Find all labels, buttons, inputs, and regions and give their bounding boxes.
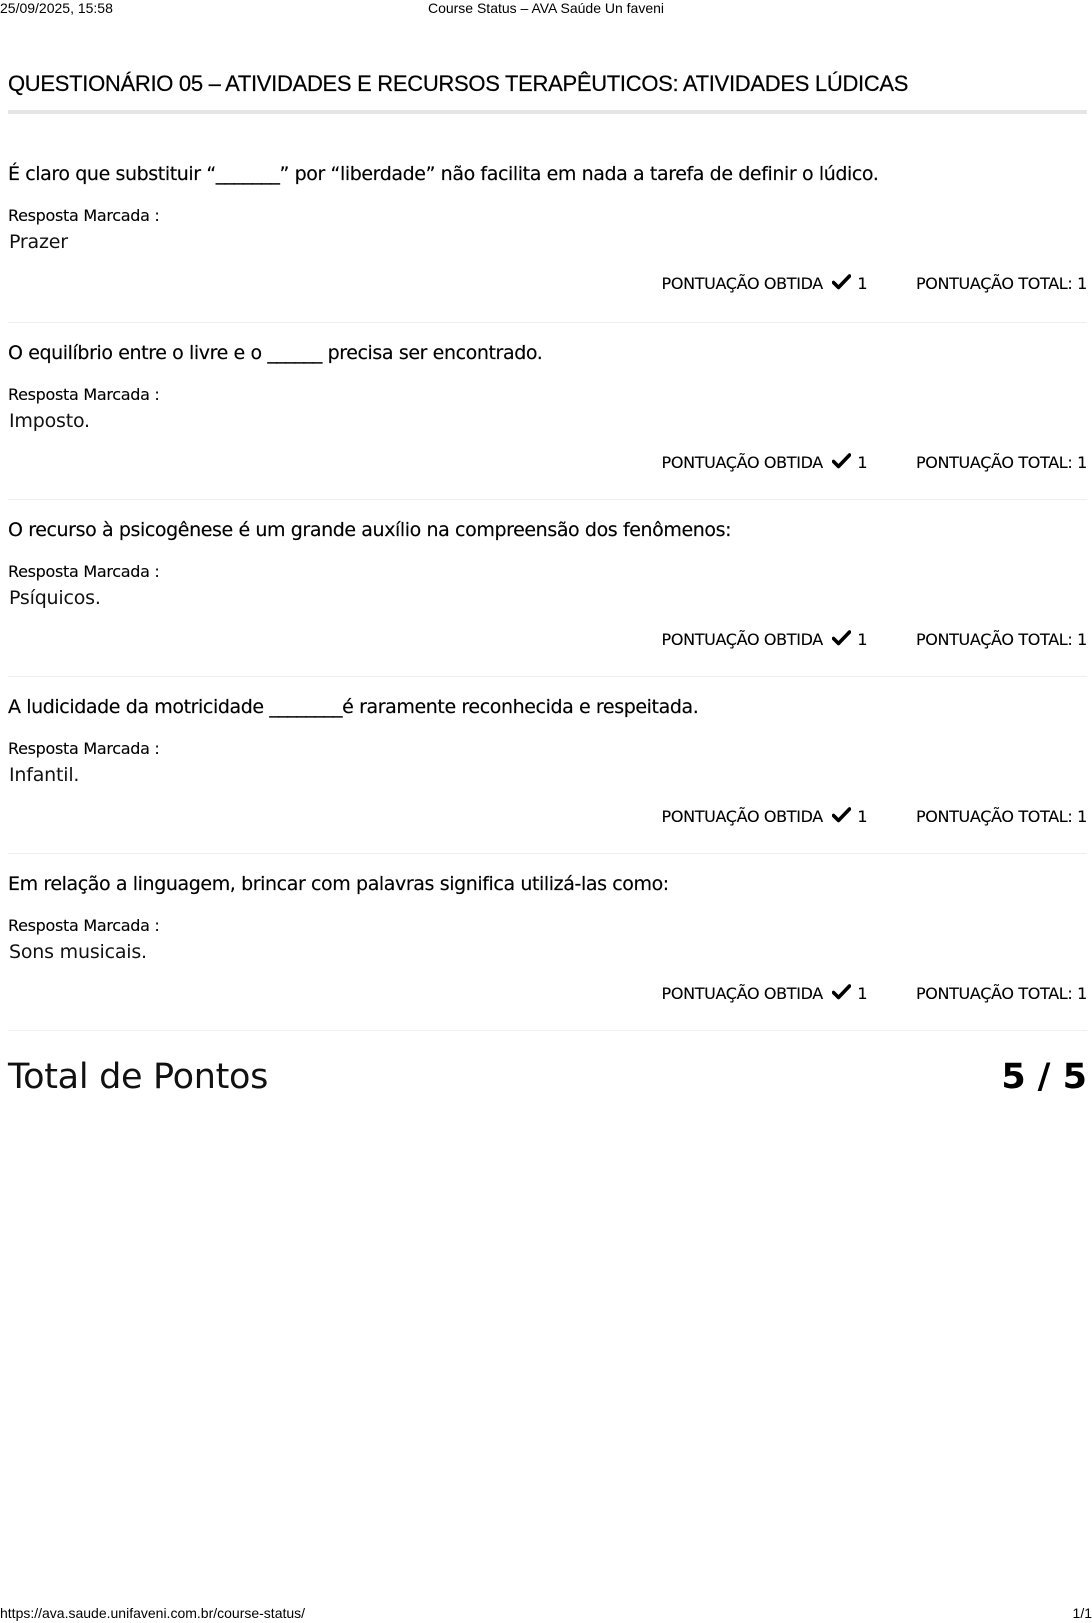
score-total-label: PONTUAÇÃO TOTAL: — [915, 984, 1073, 1003]
print-footer — [0, 1605, 1092, 1623]
score-total-value: 1 — [1077, 984, 1087, 1003]
score-row — [662, 807, 1087, 827]
score-obtained-value: 1 — [857, 453, 868, 472]
check-icon — [832, 807, 851, 823]
answer-value: Sons musicais. — [9, 941, 147, 963]
question-item — [8, 854, 1087, 1031]
score-total-label: PONTUAÇÃO TOTAL: — [915, 807, 1073, 826]
score-obtained — [662, 453, 868, 473]
print-document-title: Course Status – AVA Saúde Un faveni — [427, 0, 665, 16]
score-obtained-value: 1 — [857, 274, 868, 293]
check-icon — [832, 274, 851, 290]
total-points-value — [1001, 1057, 1087, 1097]
total-points-obtained: 5 — [1001, 1057, 1026, 1097]
check-icon — [832, 453, 851, 469]
score-obtained-label: PONTUAÇÃO OBTIDA — [661, 630, 823, 649]
question-item — [8, 677, 1087, 854]
print-header — [0, 0, 1092, 18]
answer-label: Resposta Marcada : — [8, 562, 160, 581]
score-total-value: 1 — [1077, 630, 1087, 649]
question-item — [8, 323, 1087, 500]
total-points-label: Total de Pontos — [8, 1057, 269, 1097]
question-text: Em relação a linguagem, brincar com palavras significa utilizá-las como: — [8, 873, 669, 895]
score-total-value: 1 — [1077, 807, 1087, 826]
answer-label: Resposta Marcada : — [8, 916, 160, 935]
course-status-content — [8, 60, 1087, 1111]
answer-label: Resposta Marcada : — [8, 739, 160, 758]
score-obtained-label: PONTUAÇÃO OBTIDA — [661, 984, 823, 1003]
question-text: O equilíbrio entre o livre e o ______ precisa ser encontrado. — [8, 342, 543, 364]
quiz-title: QUESTIONÁRIO 05 – ATIVIDADES E RECURSOS TERAPÊUTICOS: ATIVIDADES LÚDICAS — [8, 71, 909, 96]
question-item — [8, 500, 1087, 677]
answer-value: Prazer — [9, 231, 68, 253]
print-url: https://ava.saude.unifaveni.com.br/course-status/ — [0, 1605, 306, 1621]
answer-label: Resposta Marcada : — [8, 206, 160, 225]
score-total-label: PONTUAÇÃO TOTAL: — [915, 453, 1073, 472]
score-total-label: PONTUAÇÃO TOTAL: — [915, 274, 1073, 293]
score-obtained-value: 1 — [857, 807, 868, 826]
check-icon — [832, 984, 851, 1000]
score-row — [662, 453, 1087, 473]
score-row — [662, 984, 1087, 1004]
answer-label: Resposta Marcada : — [8, 385, 160, 404]
print-datetime: 25/09/2025, 15:58 — [0, 0, 113, 16]
score-row — [662, 274, 1087, 294]
question-text: É claro que substituir “_______” por “liberdade” não facilita em nada a tarefa de definir o lúdico. — [8, 163, 879, 185]
score-total-value: 1 — [1077, 274, 1087, 293]
print-page-number: 1/1 — [1072, 1605, 1092, 1621]
score-obtained — [662, 984, 868, 1004]
answer-value: Psíquicos. — [9, 587, 101, 609]
score-obtained-value: 1 — [857, 630, 868, 649]
score-obtained — [662, 807, 868, 827]
score-obtained — [662, 274, 868, 294]
answer-value: Imposto. — [9, 410, 90, 432]
score-obtained-label: PONTUAÇÃO OBTIDA — [661, 453, 823, 472]
score-total-label: PONTUAÇÃO TOTAL: — [915, 630, 1073, 649]
answer-value: Infantil. — [9, 764, 80, 786]
question-text: A ludicidade da motricidade ________é raramente reconhecida e respeitada. — [8, 696, 699, 718]
score-obtained-label: PONTUAÇÃO OBTIDA — [661, 807, 823, 826]
check-icon — [832, 630, 851, 646]
total-points-row — [8, 1031, 1087, 1111]
question-text: O recurso à psicogênese é um grande auxílio na compreensão dos fenômenos: — [8, 519, 732, 541]
total-points-possible: / 5 — [1037, 1057, 1087, 1097]
question-item — [8, 114, 1087, 323]
score-obtained-value: 1 — [857, 984, 868, 1003]
score-total-value: 1 — [1077, 453, 1087, 472]
score-obtained — [662, 630, 868, 650]
score-row — [662, 630, 1087, 650]
score-obtained-label: PONTUAÇÃO OBTIDA — [661, 274, 823, 293]
